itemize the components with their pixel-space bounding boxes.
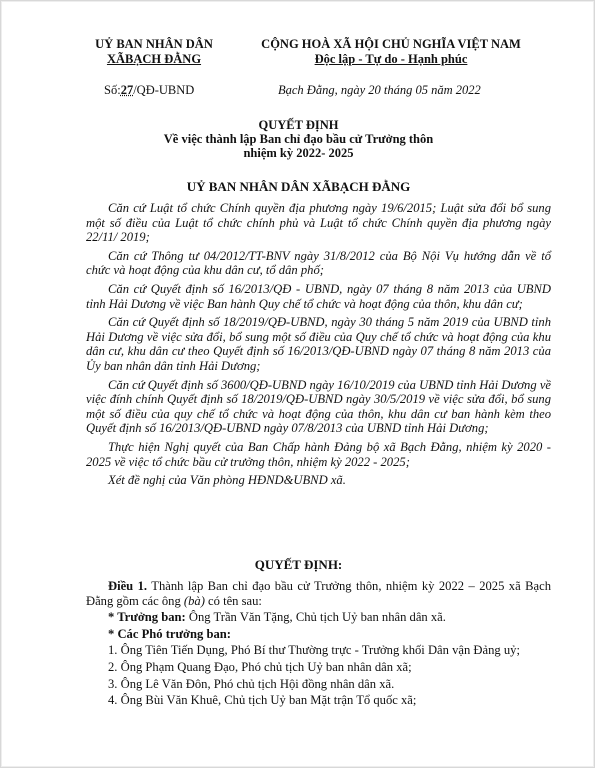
head-label: * Trưởng ban: (108, 610, 186, 625)
nation-line-1: CỘNG HOÀ XÃ HỘI CHỦ NGHĨA VIỆT NAM (261, 37, 521, 51)
preamble-item: Căn cứ Quyết định số 16/2013/QĐ - UBND, ngày 07 tháng 8 năm 2013 của UBND tỉnh Hải Dương về việc Ban hành Quy chế tổ chức và hoạt động của thôn, khu dân cư; (86, 281, 551, 311)
decision-subject: Về việc thành lập Ban chỉ đạo bầu cử Trưởng thôn (163, 132, 434, 146)
decision-term: nhiệm kỳ 2022- 2025 (243, 146, 354, 160)
preamble-item: Căn cứ Thông tư 04/2012/TT-BNV ngày 31/8/2012 của Bộ Nội Vụ hướng dẫn về tổ chức và hoạt động của khu dân cư, tổ dân phố; (86, 248, 551, 278)
preamble-item: Căn cứ Quyết định số 3600/QĐ-UBND ngày 16/10/2019 của UBND tỉnh Hải Dương về việc đính chính Quyết định số 18/2019/QĐ-UBND ngày 30/5/2019 về việc sửa đổi, bổ sung một số điều của quy chế tổ chức và hoạt động của thôn, khu dân cư ban hành kèm theo Quyết định số 16/2013/QĐ-UBND ngày 07/8/2013 của UBND tỉnh Hải Dương; (86, 377, 551, 436)
preamble-item: Căn cứ Quyết định số 18/2019/QĐ-UBND, ngày 30 tháng 5 năm 2019 của UBND tỉnh Hải Dương về việc sửa đổi, bổ sung một số điều của Quy chế tổ chức và hoạt động của khu dân cư, khu dân cư theo Quyết định số 16/2013/QĐ-UBND ngày 07 tháng 8 năm 2013 của Ủy ban nhân dân tỉnh Hải Dương; (86, 315, 551, 373)
decision-title: QUYẾT ĐỊNH (258, 118, 339, 132)
head-text: Ông Trần Văn Tặng, Chủ tịch Uỷ ban nhân dân xã. (185, 610, 446, 625)
article-1 (86, 579, 551, 710)
org-line-1: UỶ BAN NHÂN DÂN (95, 37, 213, 51)
doc-number-value: 27 (120, 83, 134, 97)
article-1-intro (86, 579, 551, 608)
preamble-item: Xét đề nghị của Văn phòng HĐND&UBND xã. (108, 473, 346, 488)
preamble (86, 201, 551, 492)
preamble-item: Căn cứ Luật tổ chức Chính quyền địa phương ngày 19/6/2015; Luật sửa đổi bổ sung một số điều của Luật tổ chức chính phủ và Luật tổ chức Chính quyền địa phương ngày 22/11/ 2019; (86, 201, 551, 245)
doc-number-suffix: /QĐ-UBND (133, 83, 195, 97)
deputy-item: 1. Ông Tiên Tiến Dụng, Phó Bí thư Thường trực - Trưởng khối Dân vận Đảng uỷ; (108, 643, 520, 658)
deputy-item: 2. Ông Phạm Quang Đạo, Phó chủ tịch Uỷ ban nhân dân xã; (108, 659, 412, 674)
article-1-ba: (bà) (183, 593, 205, 608)
national-motto (241, 37, 541, 67)
article-1-label: Điều 1. (108, 579, 148, 593)
document-number (104, 83, 194, 98)
document-date: Bạch Đằng, ngày 20 tháng 05 năm 2022 (278, 83, 481, 97)
nation-line-2: Độc lập - Tự do - Hạnh phúc (314, 52, 468, 66)
issuing-organization (74, 37, 234, 67)
org-line-2: XÃBẠCH ĐẰNG (106, 52, 202, 66)
decision-heading: QUYẾT ĐỊNH: (254, 557, 343, 572)
deputy-item: 4. Ông Bùi Văn Khuê, Chủ tịch Uỷ ban Mặt trận Tổ quốc xã; (108, 693, 417, 708)
preamble-item: Thực hiện Nghị quyết của Ban Chấp hành Đảng bộ xã Bạch Đằng, nhiệm kỳ 2020 - 2025 về việc tổ chức bầu cử trưởng thôn, nhiệm kỳ 2022 - 2025; (86, 439, 551, 469)
head-of-committee (86, 610, 551, 625)
deputy-item: 3. Ông Lê Văn Đôn, Phó chủ tịch Hội đồng nhân dân xã. (108, 676, 395, 691)
deputies-label: * Các Phó trưởng ban: (108, 626, 231, 641)
issuer-heading: UỶ BAN NHÂN DÂN XÃBẠCH ĐẰNG (186, 179, 411, 194)
article-1-text: Thành lập Ban chỉ đạo bầu cử Trưởng thôn, nhiệm kỳ 2022 – 2025 xã Bạch Đằng gồm các ông (86, 579, 551, 608)
doc-number-prefix: Số: (104, 83, 121, 97)
article-1-text-end: có tên sau: (204, 593, 262, 608)
